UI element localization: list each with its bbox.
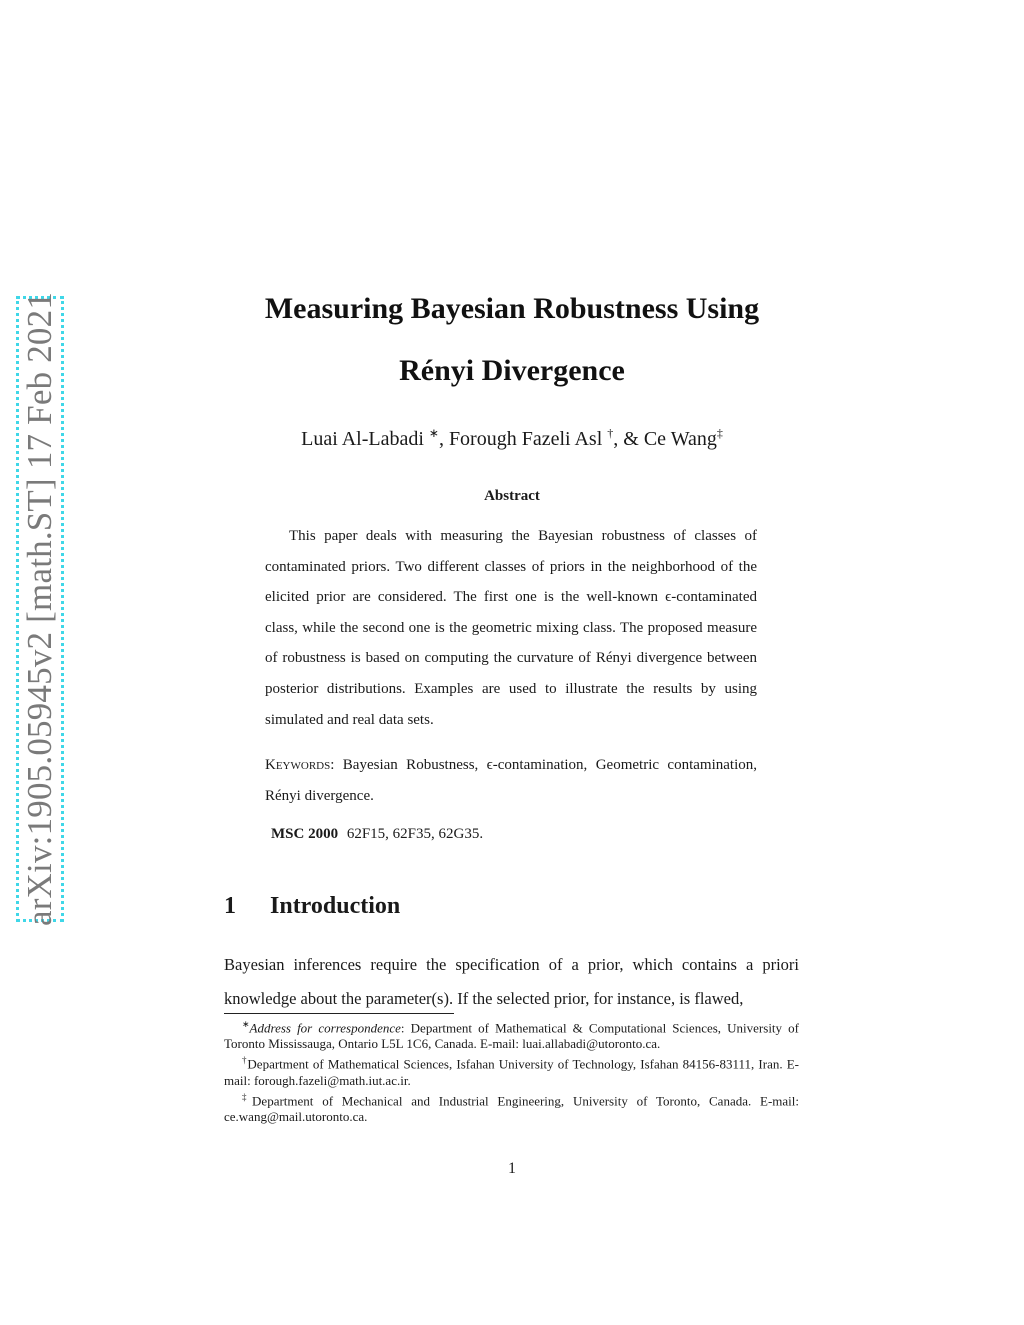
footnote [224,1052,799,1088]
page-number: 1 [508,1160,516,1177]
footnote-text: : Department of Mathematical & Computational Sciences, University of Toronto Mississauga, Ontario L5L 1C6, Canada. E-mail: luai.allabadi@utoronto.ca. [224,1020,799,1052]
author-conjunction: & [623,428,639,450]
footnote-mark[interactable]: ‡ [716,426,723,440]
footnote-text: Department of Mechanical and Industrial Engineering, University of Toronto, Canada. E-mail: ce.wang@mail.utoronto.ca. [224,1092,800,1124]
abstract-body: This paper deals with measuring the Bayesian robustness of classes of contaminated priors. Two different classes of priors in the neighborhood of the elicited prior are considered. The first one is the well-known ϵ-contaminated class, while the second one is the geometric mixing class. The proposed measure of robustness is based on computing the curvature of Rényi divergence between posterior distributions. Examples are used to illustrate the results by using simulated and real data sets. [265,528,757,728]
footnote-mark[interactable]: † [607,426,614,440]
arxiv-stamp [16,291,64,927]
paper-title-line-1: Measuring Bayesian Robustness Using [264,292,760,325]
footnote [224,1016,799,1052]
author-name: Luai Al-Labadi [301,428,424,450]
footnote [224,1089,799,1125]
abstract-heading: Abstract [484,488,540,504]
author-name: Ce Wang [643,428,717,450]
author-list: Luai Al-Labadi ∗, Forough Fazeli Asl †, & Ce Wang‡ [301,426,723,450]
footnote-label: Address for correspondence [249,1020,401,1036]
footnotes [224,1016,799,1125]
footnote-divider [224,1013,454,1014]
author-name: Forough Fazeli Asl [448,428,603,450]
section-number: 1 [224,893,236,919]
footnote-mark: ‡ [242,1091,253,1102]
keywords-label: Keywords: [265,757,335,773]
paper-title-line-2: Rényi Divergence [399,354,625,387]
footnote-mark[interactable]: ∗ [428,426,439,440]
introduction-paragraph: Bayesian inferences require the specification of a prior, which contains a priori knowledge about the parameter(s). If the selected prior, for instance, is flawed, [224,955,799,1008]
keywords [265,750,757,811]
footnote-mark: ∗ [242,1019,250,1029]
msc-codes: 62F15, 62F35, 62G35. [346,826,484,842]
keywords-text: Bayesian Robustness, ϵ-contamination, Geometric contamination, Rényi divergence. [265,757,757,804]
footnote-text: Department of Mathematical Sciences, Isfahan University of Technology, Isfahan 84156-83111, Iran. E-mail: forough.fazeli@math.iut.ac.ir. [224,1056,800,1088]
footnote-mark: † [242,1055,248,1066]
msc-label: MSC 2000 [271,826,339,842]
msc-classification [271,826,483,843]
section-heading [224,893,400,920]
section-title: Introduction [270,893,401,919]
arxiv-identifier: arXiv:1905.05945v2 [math.ST] 17 Feb 2021 [20,291,59,927]
